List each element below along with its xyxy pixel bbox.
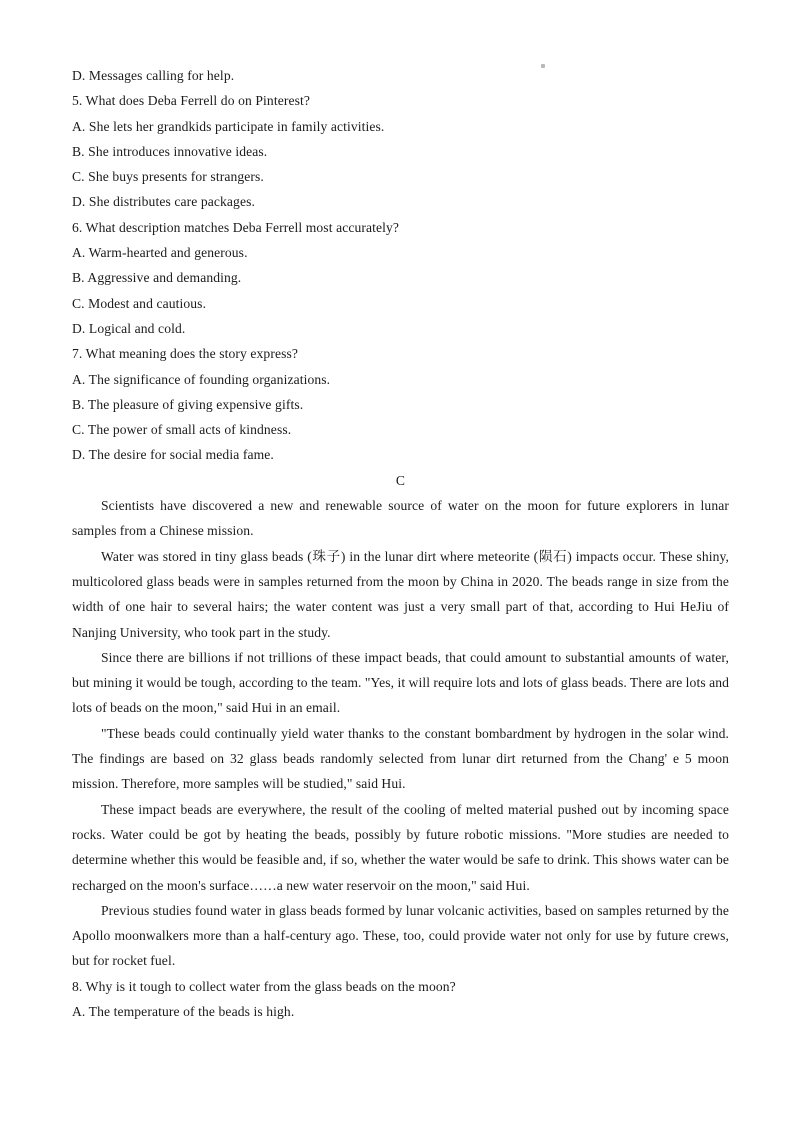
question-6: 6. What description matches Deba Ferrell most accurately? — [72, 219, 400, 235]
option-8-a: A. The temperature of the beads is high. — [72, 1003, 295, 1019]
question-7: 7. What meaning does the story express? — [72, 346, 298, 362]
document-body — [72, 63, 729, 1024]
section-c-heading: C — [395, 472, 406, 488]
question-5: 5. What does Deba Ferrell do on Pinterest? — [72, 93, 311, 109]
option-6-d: D. Logical and cold. — [72, 320, 186, 336]
passage-paragraph-3: Since there are billions if not trillions of these impact beads, that could amount to substantial amounts of water, but mining it would be tough, according to the team. "Yes, it will require lots and lots of glass beads. There are lots and lots of beads on the moon," said Hui in an email. — [72, 649, 729, 716]
option-7-b: B. The pleasure of giving expensive gifts. — [72, 396, 304, 412]
option-7-c: C. The power of small acts of kindness. — [72, 422, 292, 438]
option-6-a: A. Warm-hearted and generous. — [72, 245, 248, 261]
option-5-d: D. She distributes care packages. — [72, 194, 255, 210]
passage-paragraph-5: These impact beads are everywhere, the result of the cooling of melted material pushed out by incoming space rocks. Water could be got by heating the beads, possibly by future robotic missions. "More studies are needed to determine whether this would be feasible and, if so, whether the water would be safe to drink. This shows water can be recharged on the moon's surface……a new water reservoir on the moon," said Hui. — [72, 801, 729, 893]
option-7-a: A. The significance of founding organizations. — [72, 371, 331, 387]
option-5-a: A. She lets her grandkids participate in family activities. — [72, 118, 385, 134]
option-7-d: D. The desire for social media fame. — [72, 447, 274, 463]
option-4-d: D. Messages calling for help. — [72, 68, 235, 83]
passage-paragraph-2: Water was stored in tiny glass beads (珠子) in the lunar dirt where meteorite (陨石) impacts occur. These shiny, multicolored glass beads were in samples returned from the moon by China in 2020. The beads range in size from the width of one hair to several hairs; the water content was just a very small part of that, according to Hui HeJiu of Nanjing University, who took part in the study. — [72, 548, 729, 640]
option-5-b: B. She introduces innovative ideas. — [72, 143, 268, 159]
passage-paragraph-1: Scientists have discovered a new and renewable source of water on the moon for future explorers in lunar samples from a Chinese mission. — [72, 498, 729, 539]
option-6-c: C. Modest and cautious. — [72, 295, 207, 311]
passage-paragraph-6: Previous studies found water in glass beads formed by lunar volcanic activities, based on samples returned by the Apollo moonwalkers more than a half-century ago. These, too, could provide water not only for use by future crews, but for rocket fuel. — [72, 902, 729, 969]
option-5-c: C. She buys presents for strangers. — [72, 169, 264, 185]
option-6-b: B. Aggressive and demanding. — [72, 270, 242, 286]
question-8: 8. Why is it tough to collect water from the glass beads on the moon? — [72, 978, 456, 994]
passage-paragraph-4: "These beads could continually yield water thanks to the constant bombardment by hydrogen in the solar wind. The findings are based on 32 glass beads randomly selected from lunar dirt returned from the Chang' e 5 moon mission. Therefore, more samples will be studied," said Hui. — [72, 725, 729, 792]
